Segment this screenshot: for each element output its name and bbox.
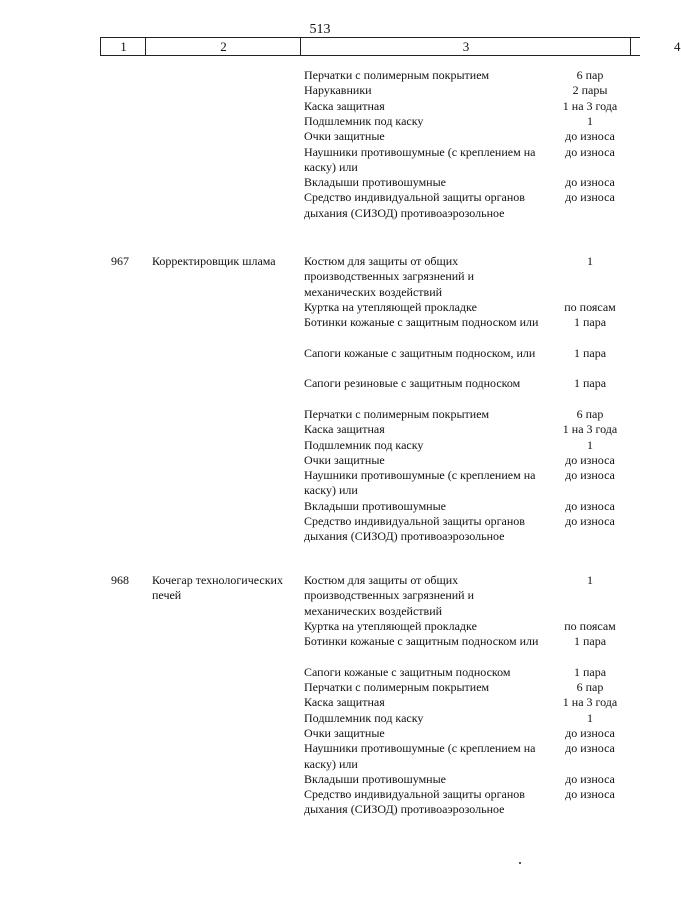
ppe-item-name: Каска защитная bbox=[304, 98, 385, 113]
ppe-item-quantity: 1 bbox=[587, 710, 593, 725]
ppe-item-quantity: 1 bbox=[587, 113, 593, 128]
ppe-item-quantity: 1 bbox=[587, 254, 593, 268]
ppe-item-quantity: до износа bbox=[565, 514, 615, 529]
ppe-item-name: Куртка на утепляющей прокладке bbox=[304, 618, 477, 633]
ppe-item-name: Подшлемник под каску bbox=[304, 437, 424, 452]
ppe-item-name: Куртка на утепляющей прокладке bbox=[304, 299, 477, 314]
ppe-item-name: Наушники противошумные (с креплением на каску) или bbox=[304, 468, 536, 498]
ppe-item-quantity: 1 пара bbox=[573, 634, 607, 649]
ppe-item-name: Вкладыши противошумные bbox=[304, 771, 446, 786]
ppe-item-name: Перчатки с полимерным покрытием bbox=[304, 407, 490, 421]
ppe-item-quantity: 1 на 3 года bbox=[562, 422, 618, 437]
ppe-item-quantity: по поясам bbox=[564, 299, 616, 314]
ppe-item-quantity: до износа bbox=[565, 144, 615, 159]
ppe-item-name: Сапоги кожаные с защитным подноском, или bbox=[304, 345, 536, 360]
ppe-item-quantity: 2 пары bbox=[572, 83, 608, 98]
ppe-item-name: Наушники противошумные (с креплением на каску) или bbox=[304, 741, 536, 771]
ppe-item-name: Костюм для защиты от общих производственных загрязнений и механических воздействий bbox=[304, 254, 475, 299]
ppe-item-quantity: 6 пар bbox=[576, 68, 604, 82]
ppe-item-quantity: 1 пара bbox=[573, 345, 607, 360]
ppe-item-quantity: до износа bbox=[565, 771, 615, 786]
ppe-item-quantity: 1 пара bbox=[573, 376, 607, 391]
ppe-item-name: Сапоги резиновые с защитным подноском bbox=[304, 376, 521, 391]
ppe-item-name: Ботинки кожаные с защитным подноском или bbox=[304, 315, 539, 330]
ppe-item-name: Средство индивидуальной защиты органов дыхания (СИЗОД) противоаэрозольное bbox=[304, 190, 525, 220]
ppe-item-quantity: 1 bbox=[587, 573, 593, 587]
header-col-4 bbox=[630, 38, 681, 55]
ppe-item-quantity: до износа bbox=[565, 726, 615, 740]
ppe-item-name: Нарукавники bbox=[304, 83, 372, 98]
ppe-item-name: Очки защитные bbox=[304, 726, 385, 740]
header-col-2: 2 bbox=[145, 38, 301, 55]
ppe-item-quantity: 1 пара bbox=[573, 315, 607, 330]
ppe-item-quantity: до износа bbox=[565, 787, 615, 802]
header-col-4-label: 4 bbox=[674, 39, 681, 54]
ppe-item-quantity: до износа bbox=[565, 741, 615, 756]
ppe-item-quantity: до износа bbox=[565, 468, 615, 483]
entry-profession: Кочегар технологических печей bbox=[152, 573, 283, 603]
ppe-item-quantity: по поясам bbox=[564, 618, 616, 633]
table-header bbox=[100, 37, 681, 56]
ppe-item-quantity: 6 пар bbox=[576, 407, 604, 421]
ppe-item-name: Сапоги кожаные с защитным подноском bbox=[304, 664, 511, 679]
ppe-item-name: Вкладыши противошумные bbox=[304, 498, 446, 513]
ppe-item-quantity: 1 пара bbox=[573, 664, 607, 679]
ppe-item-name: Подшлемник под каску bbox=[304, 710, 424, 725]
ppe-item-name: Наушники противошумные (с креплением на каску) или bbox=[304, 144, 536, 174]
ppe-item-name: Перчатки с полимерным покрытием bbox=[304, 68, 490, 82]
ppe-item-name: Каска защитная bbox=[304, 695, 385, 710]
ppe-item-name: Ботинки кожаные с защитным подноском или bbox=[304, 634, 539, 649]
entry-profession: Корректировщик шлама bbox=[152, 254, 276, 268]
ppe-item-quantity: до износа bbox=[565, 498, 615, 513]
ppe-item-name: Очки защитные bbox=[304, 129, 385, 144]
entry-number: 967 bbox=[111, 254, 129, 268]
ppe-item-quantity: до износа bbox=[565, 190, 615, 205]
ppe-item-name: Каска защитная bbox=[304, 422, 385, 437]
ppe-item-name: Вкладыши противошумные bbox=[304, 175, 446, 190]
ppe-item-quantity: 6 пар bbox=[576, 680, 604, 695]
ppe-item-quantity: 1 на 3 года bbox=[562, 98, 618, 113]
header-col-3: 3 bbox=[300, 38, 631, 55]
header-col-1: 1 bbox=[100, 38, 146, 55]
ppe-item-name: Средство индивидуальной защиты органов дыхания (СИЗОД) противоаэрозольное bbox=[304, 514, 525, 544]
ppe-item-quantity: до износа bbox=[565, 175, 615, 190]
ppe-item-name: Подшлемник под каску bbox=[304, 113, 424, 128]
ppe-item-name: Очки защитные bbox=[304, 452, 385, 467]
ppe-item-quantity: до износа bbox=[565, 452, 615, 467]
ppe-item-quantity: 1 на 3 года bbox=[562, 695, 618, 710]
ppe-item-name: Средство индивидуальной защиты органов дыхания (СИЗОД) противоаэрозольное bbox=[304, 787, 525, 817]
ppe-item-name: Костюм для защиты от общих производственных загрязнений и механических воздействий bbox=[304, 573, 475, 618]
scan-speck bbox=[519, 862, 521, 864]
ppe-item-quantity: до износа bbox=[565, 129, 615, 144]
page-number: 513 bbox=[309, 22, 331, 37]
ppe-item-quantity: 1 bbox=[587, 437, 593, 452]
ppe-item-name: Перчатки с полимерным покрытием bbox=[304, 680, 490, 695]
entry-number: 968 bbox=[111, 573, 129, 587]
